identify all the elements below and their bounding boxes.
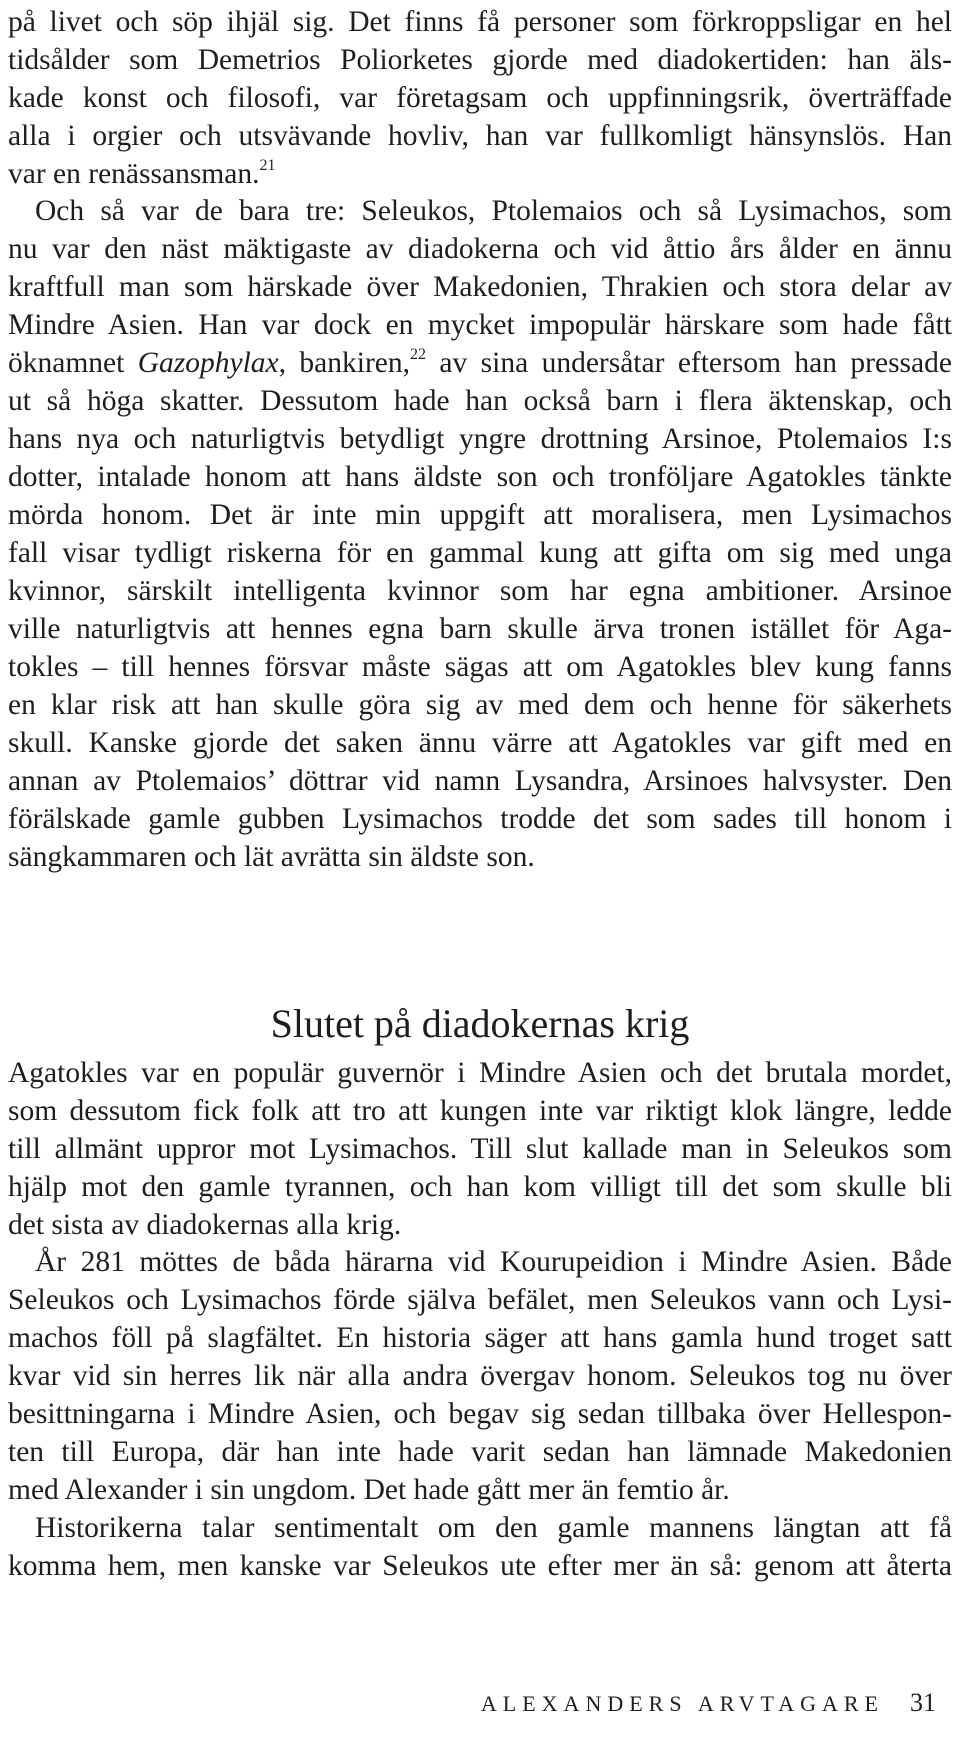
text-line: som dessutom fick folk att tro att kungen inte var riktigt klok längre, ledde — [8, 1095, 952, 1127]
text-line: fall visar tydligt riskerna för en gammal kung att gifta om sig med unga — [8, 537, 952, 569]
text-line: annan av Ptolemaios’ döttrar vid namn Lysandra, Arsinoes halvsyster. Den — [8, 765, 952, 797]
text-line: på livet och söp ihjäl sig. Det finns få personer som förkroppsligar en hel — [8, 6, 952, 38]
text-line: komma hem, men kanske var Seleukos ute efter mer än så: genom att återta — [8, 1550, 952, 1582]
text-line: Och så var de bara tre: Seleukos, Ptolemaios och så Lysimachos, som — [35, 195, 952, 227]
text-line: hans nya och naturligtvis betydligt yngre drottning Arsinoe, Ptolemaios I:s — [8, 423, 952, 455]
text-line: Historikerna talar sentimentalt om den gamle mannens längtan att få — [35, 1512, 952, 1544]
text-line: tidsålder som Demetrios Poliorketes gjorde med diadokertiden: han äls- — [8, 44, 952, 76]
text-line: kraftfull man som härskade över Makedonien, Thrakien och stora delar av — [8, 271, 952, 303]
text-line: med Alexander i sin ungdom. Det hade gått mer än femtio år. — [8, 1474, 730, 1506]
text-line: till allmänt uppror mot Lysimachos. Till slut kallade man in Seleukos som — [8, 1133, 952, 1165]
text-line: sängkammaren och lät avrätta sin äldste son. — [8, 841, 535, 873]
text-line: machos föll på slagfältet. En historia säger att hans gamla hund troget satt — [8, 1322, 952, 1354]
running-title: ALEXANDERS ARVTAGARE — [480, 1691, 884, 1716]
text-line: År 281 möttes de båda härarna vid Kourupeidion i Mindre Asien. Både — [35, 1246, 952, 1278]
text-line — [8, 156, 952, 192]
page-number: 31 — [910, 1688, 936, 1717]
text-line: alla i orgier och utsvävande hovliv, han var fullkomligt hänsynslös. Han — [8, 120, 952, 152]
text-line: ville naturligtvis att hennes egna barn skulle ärva tronen istället för Aga- — [8, 613, 952, 645]
text-line: Mindre Asien. Han var dock en mycket impopulär härskare som hade fått — [8, 309, 952, 341]
text-line: kvinnor, särskilt intelligenta kvinnor som har egna ambitioner. Arsinoe — [8, 575, 952, 607]
text-fragment: öknamnet — [8, 347, 138, 379]
text-line: nu var den näst mäktigaste av diadokerna och vid åttio års ålder en ännu — [8, 233, 952, 265]
text-fragment: , bankiren, — [278, 347, 411, 379]
text-line: Seleukos och Lysimachos förde själva befälet, men Seleukos vann och Lysi- — [8, 1284, 952, 1316]
section-heading: Slutet på diadokernas krig — [270, 1001, 690, 1046]
text-line: hjälp mot den gamle tyrannen, och han kom villigt till det som skulle bli — [8, 1171, 952, 1203]
text-fragment: var en renässansman. — [8, 158, 260, 190]
text-line: dotter, intalade honom att hans äldste son och tronföljare Agatokles tänkte — [8, 461, 952, 493]
text-line: kade konst och filosofi, var företagsam och uppfinningsrik, överträffade — [8, 82, 952, 114]
text-line: ut så höga skatter. Dessutom hade han också barn i flera äktenskap, och — [8, 385, 952, 417]
text-line: besittningarna i Mindre Asien, och begav sig sedan tillbaka över Hellespon- — [8, 1398, 952, 1430]
text-line: det sista av diadokernas alla krig. — [8, 1209, 402, 1241]
page-footer — [481, 1688, 936, 1719]
text-line — [8, 345, 952, 381]
text-line: en klar risk att han skulle göra sig av med dem och henne för säkerhets — [8, 689, 952, 721]
text-line: Agatokles var en populär guvernör i Mindre Asien och det brutala mordet, — [8, 1057, 952, 1089]
text-fragment: av sina undersåtar eftersom han pressade — [426, 347, 952, 379]
text-line: mörda honom. Det är inte min uppgift att moralisera, men Lysimachos — [8, 499, 952, 531]
footnote-marker: 22 — [410, 346, 427, 363]
text-line: tokles – till hennes försvar måste sägas att om Agatokles blev kung fanns — [8, 651, 952, 683]
text-line: skull. Kanske gjorde det saken ännu värre att Agatokles var gift med en — [8, 727, 952, 759]
text-line: förälskade gamle gubben Lysimachos trodde det som sades till honom i — [8, 803, 952, 835]
footnote-marker: 21 — [259, 157, 276, 174]
text-line: kvar vid sin herres lik när alla andra övergav honom. Seleukos tog nu över — [8, 1360, 952, 1392]
text-line: ten till Europa, där han inte hade varit sedan han lämnade Makedonien — [8, 1436, 952, 1468]
italic-term: Gazophylax — [137, 347, 279, 379]
